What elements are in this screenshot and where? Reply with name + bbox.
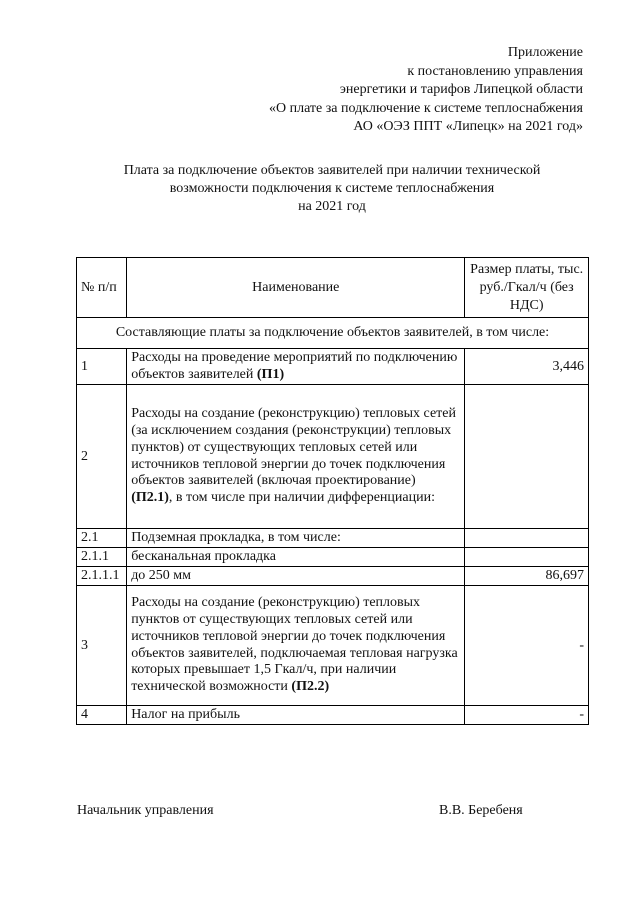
row-value (465, 548, 589, 567)
row-name-text: Расходы на создание (реконструкцию) тепловых сетей (за исключением создания (реконструкции) тепловых пунктов) от существующих тепловых сетей или источников тепловой энергии до точек подключения объектов заявителей (включая проектирование) (131, 406, 456, 489)
appendix-line: Приложение (507, 45, 583, 60)
row-name: до 250 мм (127, 567, 465, 586)
row-name: Налог на прибыль (127, 706, 465, 725)
table-row (77, 586, 589, 706)
row-num: 2 (77, 385, 127, 529)
row-name: Подземная прокладка, в том числе: (127, 529, 465, 548)
table-row (77, 529, 589, 548)
row-code: (П2.2) (291, 679, 330, 695)
appendix-line: «О плате за подключение к системе теплоснабжения (268, 100, 583, 116)
row-code: (П2.1) (131, 490, 169, 506)
table-row (77, 706, 589, 725)
appendix-line: АО «ОЭЗ ППТ «Липецк» на 2021 год» (353, 119, 583, 134)
row-num: 2.1.1 (77, 548, 127, 567)
row-name (127, 586, 465, 706)
subheader-cell: Составляющие платы за подключение объектов заявителей, в том числе: (77, 318, 589, 349)
table-row (77, 349, 589, 385)
title-line: на 2021 год (298, 199, 366, 214)
header-num: № п/п (77, 258, 127, 318)
row-num: 2.1 (77, 529, 127, 548)
row-num: 2.1.1.1 (77, 567, 127, 586)
row-num: 4 (77, 706, 127, 725)
row-value: 86,697 (465, 567, 589, 586)
document-title (40, 162, 624, 216)
row-name (127, 349, 465, 385)
title-line: Плата за подключение объектов заявителей при наличии технической (123, 163, 541, 178)
row-value (465, 529, 589, 548)
row-num: 1 (77, 349, 127, 385)
table-header-row (77, 258, 589, 318)
row-name-text: Расходы на проведение мероприятий по подключению объектов заявителей (131, 349, 458, 382)
header-name: Наименование (127, 258, 465, 318)
title-line: возможности подключения к системе теплоснабжения (169, 181, 495, 196)
tariff-table (76, 257, 589, 725)
row-value: - (465, 586, 589, 706)
row-name-suffix: , в том числе при наличии дифференциации: (168, 490, 435, 506)
table-row (77, 548, 589, 567)
appendix-block (269, 44, 583, 137)
table-subheader-row (77, 318, 589, 349)
appendix-line: к постановлению управления (407, 63, 583, 79)
row-value (465, 385, 589, 529)
row-name (127, 385, 465, 529)
table-row (77, 385, 589, 529)
row-value: 3,446 (465, 349, 589, 385)
signature-position: Начальник управления (77, 803, 214, 818)
table-row (77, 567, 589, 586)
row-name: бесканальная прокладка (127, 548, 465, 567)
appendix-line: энергетики и тарифов Липецкой области (339, 82, 583, 97)
row-num: 3 (77, 586, 127, 706)
header-value: Размер платы, тыс. руб./Гкал/ч (без НДС) (465, 258, 589, 318)
signature-name: В.В. Беребеня (439, 803, 523, 818)
row-code: (П1) (256, 366, 285, 382)
row-name-text: Расходы на создание (реконструкцию) тепловых пунктов от существующих тепловых сетей или источников тепловой энергии до точек подключения объектов заявителей, подключаемая тепловая нагрузка которых превышает 1,5 Гкал/ч, при наличии технической возможности (131, 595, 458, 695)
row-value: - (465, 706, 589, 725)
